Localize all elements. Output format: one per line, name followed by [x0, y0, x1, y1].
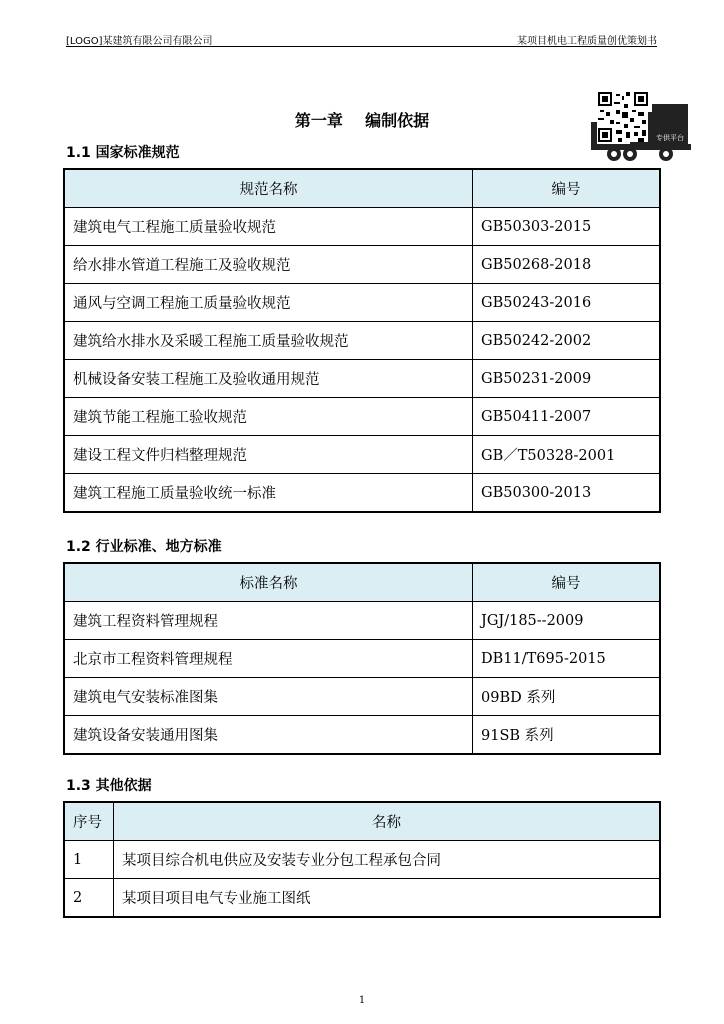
section-heading-industry: 1.2 行业标准、地方标准: [66, 539, 222, 555]
column-header-name: 标准名称: [64, 563, 473, 602]
table-row: [64, 841, 660, 879]
standard-code: GB50411-2007: [473, 398, 661, 436]
column-header-code: 编号: [473, 563, 661, 602]
header-company: [LOGO]某建筑有限公司有限公司: [66, 36, 213, 47]
table-row: [64, 436, 660, 474]
standard-code: GB50300-2013: [473, 474, 661, 513]
section-heading-national: 1.1 国家标准规范: [66, 145, 180, 161]
column-header-name: 名称: [114, 802, 661, 841]
standard-code: GB50231-2009: [473, 360, 661, 398]
table-row: [64, 360, 660, 398]
standard-code: JGJ/185--2009: [473, 602, 661, 640]
standard-name: 建筑工程施工质量验收统一标准: [64, 474, 473, 513]
chapter-title: 第一章 编制依据: [294, 111, 430, 130]
table-row: [64, 284, 660, 322]
qr-code-icon: [598, 92, 648, 142]
table-header-row: [64, 563, 660, 602]
row-index: 1: [64, 841, 114, 879]
standard-name: 给水排水管道工程施工及验收规范: [64, 246, 473, 284]
standard-code: GB50242-2002: [473, 322, 661, 360]
basis-name: 某项目项目电气专业施工图纸: [114, 879, 661, 918]
column-header-code: 编号: [473, 169, 661, 208]
standard-name: 建筑给水排水及采暖工程施工质量验收规范: [64, 322, 473, 360]
table-row: [64, 208, 660, 246]
section-heading-other: 1.3 其他依据: [66, 778, 152, 794]
standard-code: GB50243-2016: [473, 284, 661, 322]
standard-name: 建筑工程资料管理规程: [64, 602, 473, 640]
table-row: [64, 322, 660, 360]
table-row: [64, 398, 660, 436]
page-number: 1: [358, 995, 366, 1006]
table-row: [64, 602, 660, 640]
table-row: [64, 640, 660, 678]
table-row: [64, 246, 660, 284]
standard-code: 09BD 系列: [473, 678, 661, 716]
header-document-title: 某项目机电工程质量创优策划书: [517, 36, 657, 47]
table-row: [64, 474, 660, 513]
standard-code: GB50303-2015: [473, 208, 661, 246]
basis-name: 某项目综合机电供应及安装专业分包工程承包合同: [114, 841, 661, 879]
standard-code: DB11/T695-2015: [473, 640, 661, 678]
table-row: [64, 716, 660, 755]
standard-name: 建筑节能工程施工验收规范: [64, 398, 473, 436]
standard-name: 建设工程文件归档整理规范: [64, 436, 473, 474]
table-row: [64, 678, 660, 716]
table-header-row: [64, 802, 660, 841]
row-index: 2: [64, 879, 114, 918]
standard-code: GB／T50328-2001: [473, 436, 661, 474]
standard-code: GB50268-2018: [473, 246, 661, 284]
standard-name: 建筑电气工程施工质量验收规范: [64, 208, 473, 246]
industry-standards-table: [63, 562, 661, 755]
standard-name: 建筑电气安装标准图集: [64, 678, 473, 716]
page-header: [66, 30, 657, 47]
table-row: [64, 879, 660, 918]
standard-code: 91SB 系列: [473, 716, 661, 755]
table-header-row: [64, 169, 660, 208]
national-standards-table: [63, 168, 661, 513]
stamp-text: 专供平台: [656, 134, 684, 142]
standard-name: 北京市工程资料管理规程: [64, 640, 473, 678]
standard-name: 机械设备安装工程施工及验收通用规范: [64, 360, 473, 398]
other-basis-table: [63, 801, 661, 918]
column-header-name: 规范名称: [64, 169, 473, 208]
standard-name: 通风与空调工程施工质量验收规范: [64, 284, 473, 322]
standard-name: 建筑设备安装通用图集: [64, 716, 473, 755]
column-header-index: 序号: [64, 802, 114, 841]
